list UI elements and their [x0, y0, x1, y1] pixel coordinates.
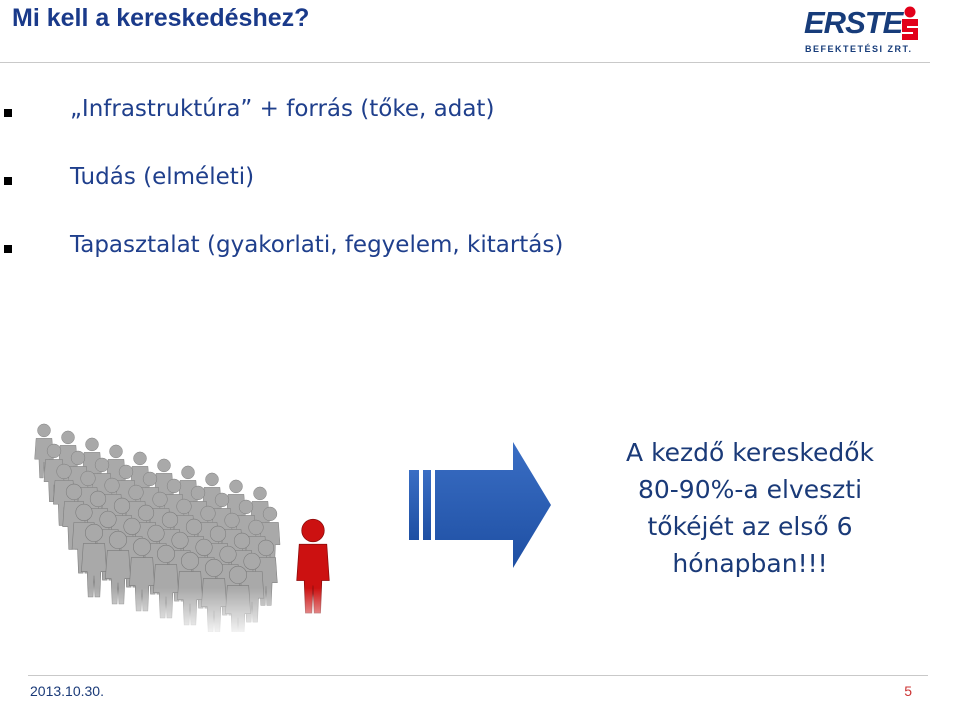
result-statement — [592, 434, 908, 582]
slide-title: Mi kell a kereskedéshez? — [12, 4, 310, 32]
bullet-text: Tapasztalat (gyakorlati, fegyelem, kitartás) — [70, 232, 564, 258]
result-line: A kezdő kereskedők — [626, 438, 874, 467]
logo-brand: ERSTE — [804, 5, 903, 40]
result-line: hónapban!!! — [672, 549, 828, 578]
bullet-text: „Infrastruktúra” + forrás (tőke, adat) — [70, 96, 495, 122]
erste-logo — [804, 6, 926, 56]
result-line: tőkéjét az első 6 — [647, 512, 853, 541]
sparkasse-s-icon — [899, 6, 921, 42]
right-arrow-icon — [405, 440, 555, 570]
title-divider — [0, 62, 930, 63]
square-bullet-icon — [4, 177, 12, 185]
crowd-figures-illustration — [30, 408, 370, 632]
footer-date: 2013.10.30. — [30, 683, 104, 699]
page-number: 5 — [904, 683, 912, 699]
square-bullet-icon — [4, 109, 12, 117]
bullet-text: Tudás (elméleti) — [70, 164, 255, 190]
logo-subtitle: BEFEKTETÉSI ZRT. — [805, 44, 913, 54]
footer-divider — [28, 675, 928, 676]
result-line: 80-90%-a elveszti — [637, 475, 863, 504]
square-bullet-icon — [4, 245, 12, 253]
